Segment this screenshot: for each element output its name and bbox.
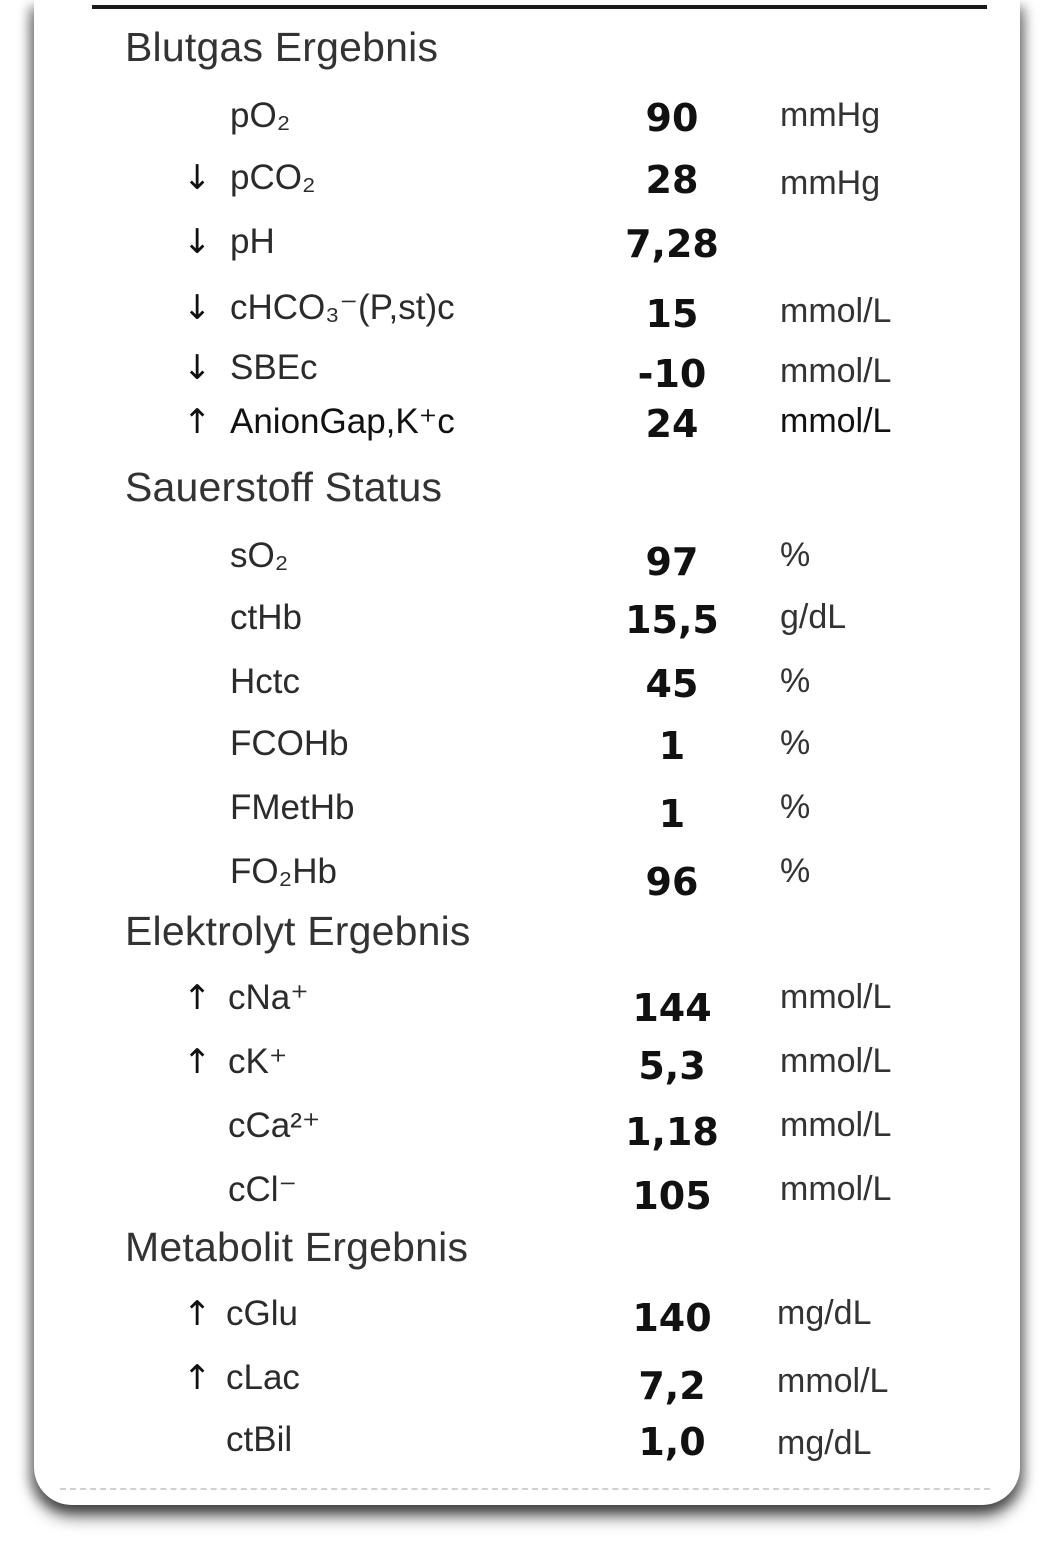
parameter-label: cHCO₃⁻(P,st)c [230,288,455,327]
parameter-value: -10 [637,352,707,396]
torn-edge [60,1488,990,1500]
parameter-unit: mmol/L [780,292,892,330]
result-row-cca [0,1106,1054,1166]
parameter-value: 24 [645,402,699,446]
parameter-unit: % [780,852,811,890]
parameter-unit: mmol/L [777,1362,889,1400]
parameter-value: 7,28 [625,222,719,266]
parameter-unit: % [780,724,811,762]
parameter-value: 15,5 [625,598,719,642]
section-heading-metabolit: Metabolit Ergebnis [125,1224,469,1270]
parameter-unit: mmHg [780,164,881,202]
section-heading-elektrolyt: Elektrolyt Ergebnis [125,908,471,954]
parameter-label: cGlu [226,1294,298,1333]
result-row-po2 [0,96,1054,156]
parameter-unit: mmol/L [780,402,892,440]
section-heading-blutgas: Blutgas Ergebnis [125,24,439,70]
parameter-label: pCO₂ [230,158,316,197]
result-row-sbe [0,348,1054,408]
parameter-label: cNa⁺ [228,978,309,1017]
result-row-cthb [0,598,1054,658]
parameter-value: 1,0 [638,1420,706,1464]
arrow-up-icon: ↑ [183,978,212,1018]
parameter-value: 97 [645,540,699,584]
section-heading-sauerstoff: Sauerstoff Status [125,464,443,510]
result-row-chco3 [0,288,1054,348]
result-row-so2 [0,536,1054,596]
result-row-hct [0,662,1054,722]
parameter-label: Hctc [230,662,300,701]
parameter-unit: mmol/L [780,978,892,1016]
arrow-down-icon: ↓ [183,158,212,198]
arrow-up-icon: ↑ [183,1358,212,1398]
parameter-label: pH [230,222,275,261]
parameter-value: 7,2 [638,1364,706,1408]
result-row-cglu [0,1294,1054,1354]
parameter-label: cCl⁻ [228,1170,298,1209]
parameter-unit: mmol/L [780,1042,892,1080]
parameter-unit: mg/dL [777,1424,872,1462]
parameter-unit: mmol/L [780,1170,892,1208]
parameter-label: cLac [226,1358,300,1397]
parameter-value: 96 [645,860,699,904]
arrow-up-icon: ↑ [183,1042,212,1082]
parameter-label: sO₂ [230,536,289,575]
parameter-value: 105 [632,1174,712,1218]
parameter-label: AnionGap,K⁺c [230,402,455,441]
result-row-aniongap [0,402,1054,462]
parameter-value: 5,3 [638,1044,706,1088]
arrow-up-icon: ↑ [183,1294,212,1334]
result-row-fmethb [0,788,1054,848]
parameter-unit: % [780,788,811,826]
parameter-label: cK⁺ [228,1042,288,1081]
arrow-up-icon: ↑ [183,402,212,442]
arrow-down-icon: ↓ [183,222,212,262]
parameter-label: ctBil [226,1420,293,1459]
result-row-fcohb [0,724,1054,784]
parameter-value: 15 [645,292,699,336]
parameter-value: 1 [658,724,686,768]
parameter-label: FMetHb [230,788,355,827]
parameter-value: 140 [632,1296,712,1340]
result-row-ccl [0,1170,1054,1230]
parameter-unit: mmol/L [780,352,892,390]
top-rule [92,5,987,9]
parameter-label: cCa²⁺ [228,1106,321,1145]
parameter-unit: mmHg [780,96,881,134]
parameter-value: 1,18 [625,1110,719,1154]
parameter-label: FO₂Hb [230,852,337,891]
result-row-fo2hb [0,852,1054,912]
parameter-unit: g/dL [780,598,847,636]
arrow-down-icon: ↓ [183,348,212,388]
parameter-value: 1 [658,792,686,836]
parameter-label: pO₂ [230,96,291,135]
parameter-value: 28 [645,158,699,202]
parameter-unit: mg/dL [777,1294,872,1332]
parameter-unit: % [780,536,811,574]
parameter-label: FCOHb [230,724,349,763]
parameter-label: SBEc [230,348,318,387]
result-row-ph [0,222,1054,282]
result-row-pco2 [0,158,1054,218]
parameter-unit: mmol/L [780,1106,892,1144]
parameter-value: 90 [645,96,699,140]
parameter-value: 45 [645,662,699,706]
parameter-unit: % [780,662,811,700]
result-row-ctbil [0,1420,1054,1480]
result-row-ck [0,1042,1054,1102]
parameter-value: 144 [632,986,712,1030]
arrow-down-icon: ↓ [183,288,212,328]
parameter-label: ctHb [230,598,302,637]
result-row-clac [0,1358,1054,1418]
result-row-cna [0,978,1054,1038]
